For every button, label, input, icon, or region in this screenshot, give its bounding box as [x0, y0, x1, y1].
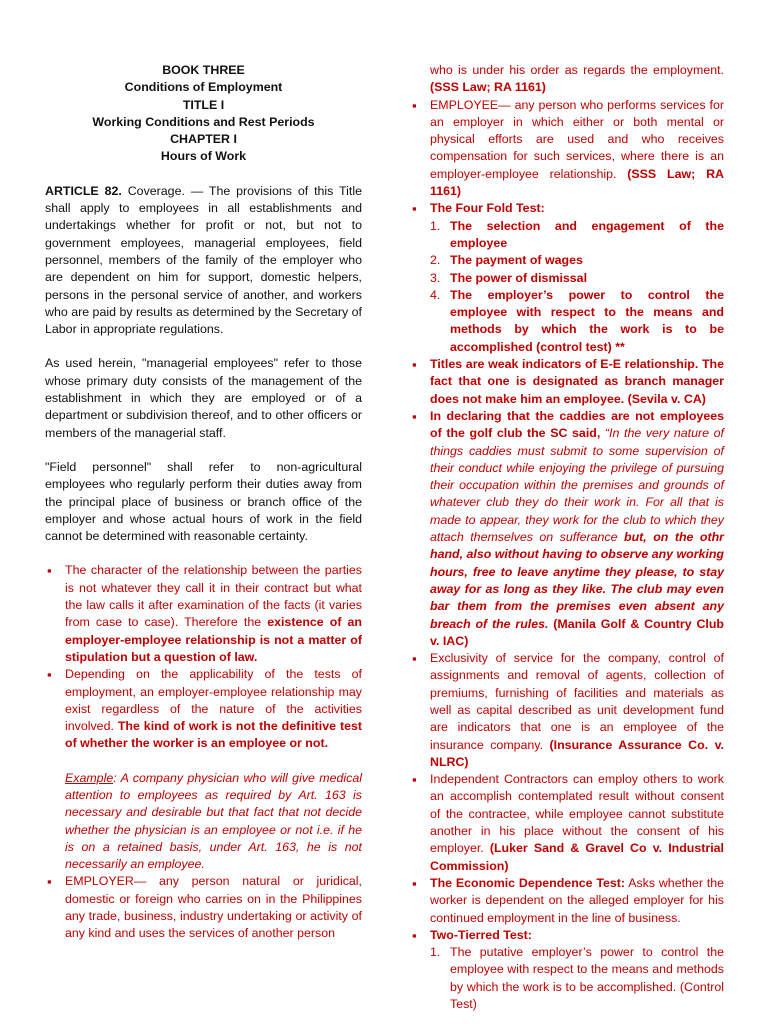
bullet-list-right	[410, 97, 724, 1014]
four-fold-test-title: The Four Fold Test:	[430, 201, 545, 216]
bullet-text: Depending on the applicability of the tests of employment, an employer-employee relationship may exist regardless of the nature of the activities involved.	[65, 667, 362, 734]
article-82-text: Coverage. — The provisions of this Title shall apply to employees in all establishments and undertakings whether for profit or not, but not to government employees, managerial employees, field personnel, members of the family of the employer who are dependent on him for support, domestic helpers, persons in the personal service of another, and workers who are paid by results as determined by the Secretary of Labor in appropriate regulations.	[45, 183, 362, 337]
list-item	[430, 944, 724, 1013]
quote-text: “In the very nature of things caddies must submit to some supervision of their conduct while enjoying the privilege of pursuing their occupation within the premises and grounds of whatever club they do their work in. For all that is made to appear, they work for the club to which they attach themselves on sufferance	[430, 426, 724, 545]
bullet-four-fold-test	[410, 200, 724, 356]
bullet-employee-definition	[410, 97, 724, 201]
title-name: Working Conditions and Rest Periods	[92, 114, 315, 129]
article-82-label: ARTICLE 82.	[45, 183, 122, 198]
two-tiered-test-list	[430, 944, 724, 1013]
chapter-name: Hours of Work	[160, 149, 247, 164]
managerial-employees-paragraph: As used herein, "managerial employees" refer to those whose primary duty consists of the management of the establishment in which they are employed or of a department or subdivision thereof, and to other officers or members of the managerial staff.	[45, 356, 362, 440]
list-number: 1.	[430, 945, 441, 960]
citation: (Sevila v. CA)	[627, 391, 706, 406]
right-column	[410, 62, 724, 1013]
list-text: The payment of wages	[450, 253, 583, 268]
bullet-text: Asks whether the worker is dependent on the alleged employer for his continued employment in the line of business.	[430, 875, 724, 925]
quote-emphasis: but, on the othr hand, also without having to observe any working hours, free to leave anytime they please, to stay away for as long as they like. The club may even bar them from the premises even absent any breach of the rules.	[430, 530, 724, 631]
list-item	[430, 218, 724, 253]
book-title: BOOK THREE	[162, 63, 245, 77]
bullet-economic-dependence-test	[410, 875, 724, 927]
list-text: The putative employer’s power to control the employee with respect to the means and methods by which the work is to be accomplished. (Control Test)	[450, 945, 724, 1012]
bullet-text: EMPLOYEE— any person who performs services for an employer in which either or both mental or physical efforts are used and who receives compensation for such services, where there is an employer-employee relationship.	[430, 97, 724, 181]
bullet-caddies-case	[410, 408, 724, 650]
list-item	[430, 270, 724, 287]
bullet-text: Independent Contractors can employ others to work an accomplish contemplated result without consent of the contractee, while employee cannot substitute another in his place without the consent of his employer.	[430, 772, 724, 856]
citation: (Manila Golf & Country Club v. IAC)	[430, 616, 724, 648]
list-item	[430, 287, 724, 356]
list-number: 1.	[430, 218, 441, 233]
document-heading	[45, 62, 362, 166]
chapter-number: CHAPTER I	[170, 132, 237, 147]
citation: (SSS Law; RA 1161)	[430, 80, 546, 95]
two-tiered-test-title: Two-Tierred Test:	[430, 927, 532, 942]
bullet-text: The character of the relationship between the parties is not whatever they call it in their contract but what the law calls it after examination of the facts (it varies from case to case). Therefore the	[65, 563, 362, 630]
bullet-emphasis: The kind of work is not the definitive test of whether the worker is an employee or not.	[65, 719, 362, 751]
example-label: Example	[65, 770, 114, 785]
list-number: 4.	[430, 287, 441, 302]
list-text: The selection and engagement of the employee	[450, 218, 724, 250]
employer-continuation	[410, 62, 724, 97]
example-text: : A company physician who will give medical attention to employees as required by Art. 163 is necessary and desirable but that fact that not decide whether the physician is an employee or not i.e. if he is on a retained basis, under Art. 163, he is not necessarily an employee.	[65, 770, 362, 872]
four-fold-test-list	[430, 218, 724, 356]
title-number: TITLE I	[182, 97, 225, 112]
bullet-list-left	[45, 562, 362, 752]
bullet-text: Titles are weak indicators of E-E relationship. The fact that one is designated as branch manager does not make him an employee.	[430, 357, 724, 406]
list-text: The power of dismissal	[450, 270, 588, 285]
article-82-paragraph	[45, 183, 362, 339]
continuation-text: who is under his order as regards the employment.	[430, 63, 724, 77]
bullet-titles-weak-indicators	[410, 356, 724, 408]
bullet-text: In declaring that the caddies are not employees of the golf club the SC said,	[430, 408, 724, 441]
bullet-emphasis: existence of an employer-employee relationship is not a matter of stipulation but a question of law.	[65, 615, 362, 664]
list-number: 2.	[430, 253, 441, 268]
citation: (Insurance Assurance Co. v. NLRC)	[430, 737, 724, 769]
bullet-employer-definition: ▪ EMPLOYER— any person natural or juridical, domestic or foreign who carries on in the Philippines any trade, business, industry undertaking or activity of any kind and uses the services of another person	[45, 873, 362, 942]
bullet-emphasis: The Economic Dependence Test:	[430, 875, 626, 890]
list-text: The employer’s power to control the employee with respect to the means and methods by which the work is to be accomplished (control test) **	[450, 287, 724, 354]
bullet-text: Exclusivity of service for the company, control of assignments and removal of agents, collection of premiums, furnishing of facilities and materials as well as capital described as unit development fund are indicators that one is an employee of the insurance company.	[430, 651, 724, 752]
list-item	[430, 252, 724, 269]
bullet-relationship-character	[45, 562, 362, 666]
book-subtitle: Conditions of Employment	[124, 80, 283, 95]
list-number: 3.	[430, 270, 441, 285]
bullet-independent-contractors	[410, 771, 724, 875]
citation: (SSS Law; RA 1161)	[430, 166, 724, 199]
field-personnel-paragraph: "Field personnel" shall refer to non-agricultural employees who regularly perform their duties away from the principal place of business or branch office of the employer and whose actual hours of work in the field cannot be determined with reasonable certainty.	[45, 459, 362, 544]
left-column	[45, 62, 362, 943]
citation: (Luker Sand & Gravel Co v. Industrial Commission)	[430, 841, 724, 873]
bullet-exclusivity-of-service	[410, 650, 724, 771]
example-paragraph	[45, 770, 362, 874]
bullet-two-tiered-test	[410, 927, 724, 1013]
bullet-tests-of-employment	[45, 666, 362, 752]
bullet-list-employer	[45, 873, 362, 942]
